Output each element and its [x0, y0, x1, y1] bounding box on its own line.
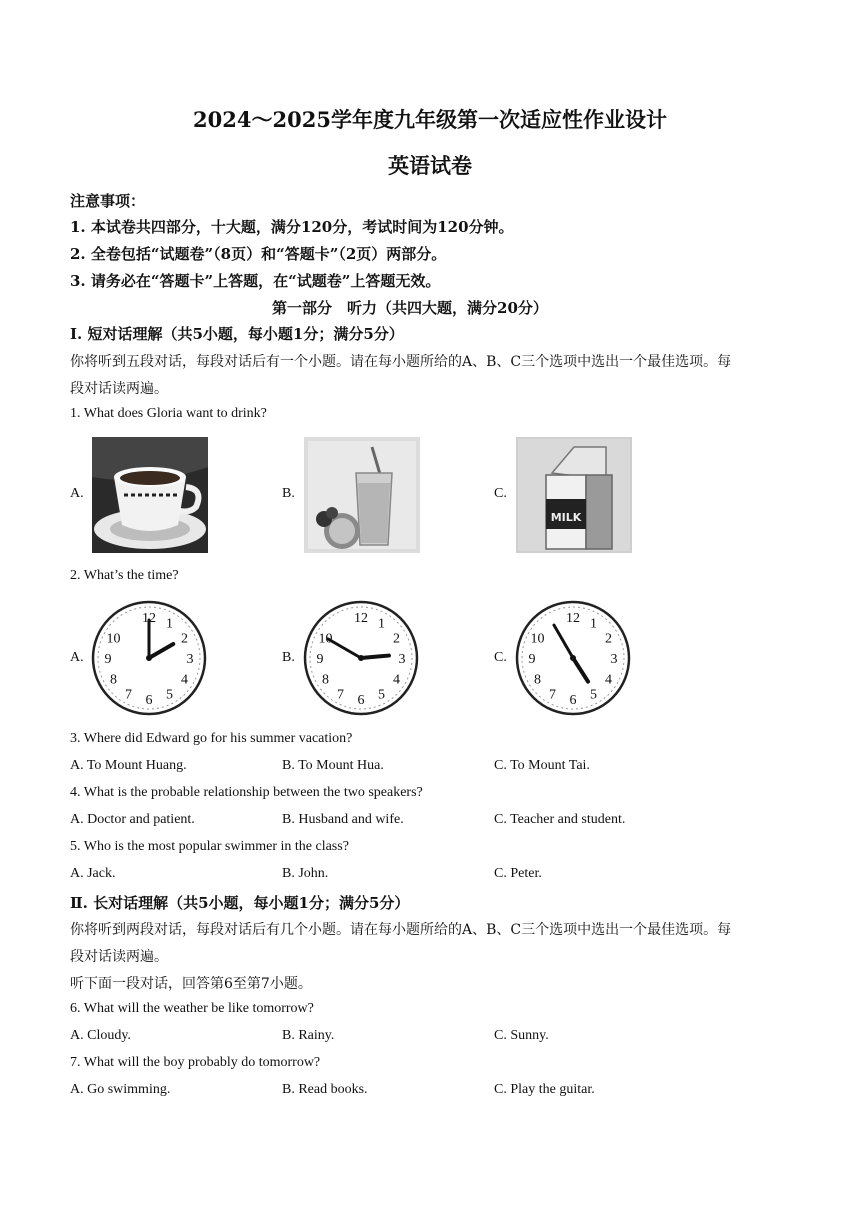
milk-carton-image	[516, 437, 632, 553]
q3-option-b: B. To Mount Hua.	[282, 758, 384, 773]
clock-number: 12	[354, 611, 368, 626]
clock-c-image	[512, 597, 634, 719]
section2-instructions-line1: 你将听到两段对话，每段对话后有几个小题。请在每小题所给的A、B、C三个选项中选出一个最佳选项。每	[70, 922, 732, 938]
question-6: 6. What will the weather be like tomorrow?	[70, 1001, 314, 1016]
clock-center	[570, 655, 576, 661]
clock-number: 6	[145, 693, 153, 708]
clock-number: 8	[109, 672, 117, 688]
part1-heading: 第一部分 听力（共四大题，满分20分）	[272, 299, 548, 317]
clock-number: 12	[566, 611, 580, 626]
clock-number: 3	[398, 652, 406, 667]
clock-number: 7	[337, 687, 344, 703]
q6-option-a: A. Cloudy.	[70, 1028, 131, 1043]
clock-number: 1	[378, 616, 385, 632]
section2-instructions-line2: 段对话读两遍。	[70, 949, 168, 965]
question-4: 4. What is the probable relationship between the two speakers?	[70, 785, 423, 800]
q3-option-a: A. To Mount Huang.	[70, 758, 187, 773]
notice-item-2: 2. 全卷包括“试题卷”（8页）和“答题卡”（2页）两部分。	[70, 245, 447, 263]
section2-heading: Ⅱ. 长对话理解（共5小题，每小题1分；满分5分）	[70, 894, 410, 912]
section1-instructions-line2: 段对话读两遍。	[70, 381, 168, 397]
notice-item-3: 3. 请务必在“答题卡”上答题，在“试题卷”上答题无效。	[70, 272, 441, 290]
exam-subtitle: 英语试卷	[388, 153, 472, 178]
question-1: 1. What does Gloria want to drink?	[70, 406, 267, 421]
coffee-cup-image	[92, 437, 208, 553]
q2-option-c-label: C.	[494, 650, 507, 665]
milk-label: MILK	[550, 511, 582, 524]
q4-option-a: A. Doctor and patient.	[70, 812, 195, 827]
clock-number: 5	[590, 687, 597, 703]
clock-number: 10	[318, 631, 333, 647]
clock-center	[146, 655, 152, 661]
clock-number: 2	[605, 631, 613, 647]
q7-option-b: B. Read books.	[282, 1082, 368, 1097]
q1-option-b-label: B.	[282, 486, 295, 501]
clock-number: 7	[549, 687, 556, 703]
clock-number: 1	[166, 616, 173, 632]
clock-number: 9	[316, 652, 324, 667]
clock-number: 8	[321, 672, 329, 688]
q3-option-c: C. To Mount Tai.	[494, 758, 590, 773]
clock-number: 1	[590, 616, 597, 632]
clock-number: 6	[569, 693, 577, 708]
clock-number: 3	[186, 652, 194, 667]
question-3: 3. Where did Edward go for his summer vacation?	[70, 731, 353, 746]
clock-number: 7	[125, 687, 132, 703]
q6-option-b: B. Rainy.	[282, 1028, 335, 1043]
clock-center	[358, 655, 364, 661]
question-2: 2. What’s the time?	[70, 568, 179, 583]
clock-number: 5	[378, 687, 385, 703]
q6-option-c: C. Sunny.	[494, 1028, 549, 1043]
q5-option-b: B. John.	[282, 866, 329, 881]
clock-number: 5	[166, 687, 173, 703]
q4-option-c: C. Teacher and student.	[494, 812, 626, 827]
clock-a-image	[88, 597, 210, 719]
clock-number: 6	[357, 693, 365, 708]
section1-instructions-line1: 你将听到五段对话，每段对话后有一个小题。请在每小题所给的A、B、C三个选项中选出一个最佳选项。每	[70, 354, 732, 370]
clock-number: 9	[528, 652, 536, 667]
q2-option-a-label: A.	[70, 650, 84, 665]
clock-number: 10	[530, 631, 545, 647]
clock-number: 10	[106, 631, 121, 647]
q7-option-c: C. Play the guitar.	[494, 1082, 595, 1097]
clock-number: 9	[104, 652, 112, 667]
notice-item-1: 1. 本试卷共四部分，十大题，满分120分，考试时间为120分钟。	[70, 218, 514, 236]
section1-heading: Ⅰ. 短对话理解（共5小题，每小题1分；满分5分）	[70, 325, 404, 343]
section2-sub-instruction: 听下面一段对话，回答第6至第7小题。	[70, 976, 312, 992]
exam-title: 2024～2025学年度九年级第一次适应性作业设计	[193, 107, 667, 132]
clock-number: 8	[533, 672, 541, 688]
clock-number: 3	[610, 652, 618, 667]
clock-number: 4	[181, 672, 189, 688]
q2-option-b-label: B.	[282, 650, 295, 665]
clock-b-image	[300, 597, 422, 719]
question-7: 7. What will the boy probably do tomorrow?	[70, 1055, 321, 1070]
clock-number: 4	[393, 672, 401, 688]
notice-heading: 注意事项：	[70, 192, 146, 210]
q5-option-a: A. Jack.	[70, 866, 116, 881]
clock-number: 2	[393, 631, 401, 647]
q7-option-a: A. Go swimming.	[70, 1082, 171, 1097]
clock-number: 4	[605, 672, 613, 688]
clock-number: 2	[181, 631, 189, 647]
clock-number: 12	[142, 611, 156, 626]
q4-option-b: B. Husband and wife.	[282, 812, 404, 827]
hour-hand	[361, 656, 389, 658]
question-5: 5. Who is the most popular swimmer in the class?	[70, 839, 349, 854]
orange-juice-image	[304, 437, 420, 553]
q5-option-c: C. Peter.	[494, 866, 542, 881]
q1-option-a-label: A.	[70, 486, 84, 501]
q1-option-c-label: C.	[494, 486, 507, 501]
